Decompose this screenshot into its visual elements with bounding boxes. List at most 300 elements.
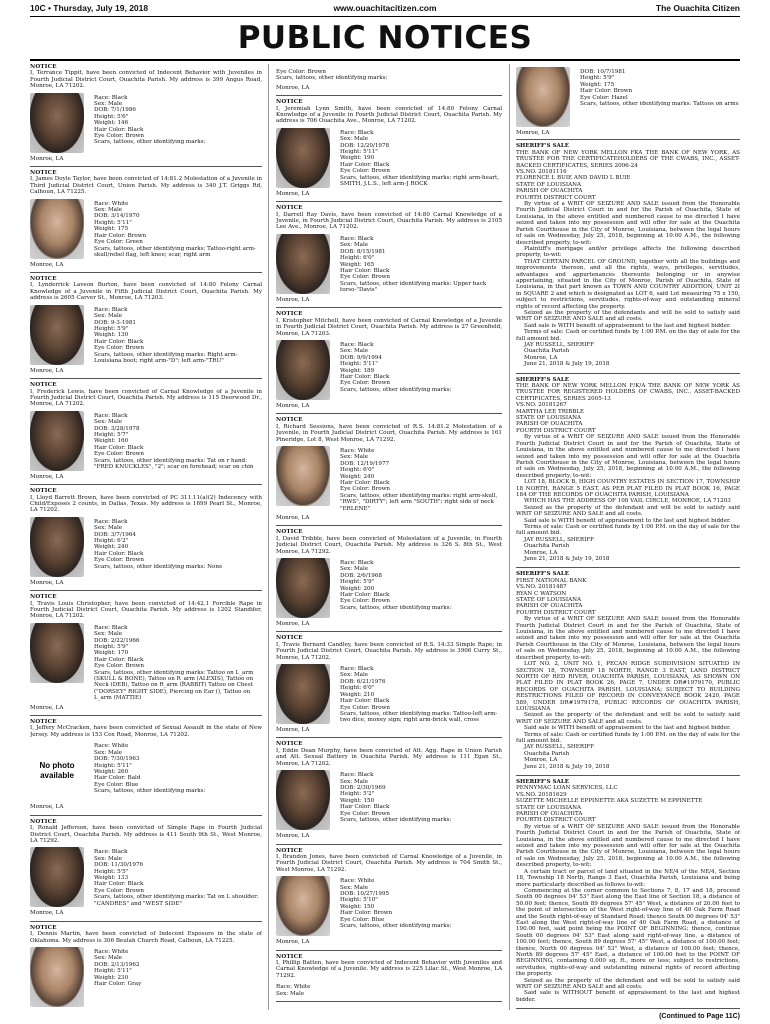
offender-city: Monroe, LA <box>30 579 64 586</box>
stat-line: Weight: 260 <box>94 768 129 775</box>
sheriff-sale <box>516 779 740 1003</box>
page-title: PUBLIC NOTICES <box>237 20 533 56</box>
stat-line: DOB: 3/14/1970 <box>94 213 140 220</box>
notice-separator <box>516 139 740 140</box>
notice-separator <box>30 590 262 591</box>
stat-line: Hair Color: Black <box>340 373 390 380</box>
stat-line: Eye Color: Blue <box>340 916 385 923</box>
sale-caption-line: FIRST NATIONAL BANK <box>516 577 587 584</box>
notice-separator <box>276 413 502 414</box>
offender-city: Monroe, LA <box>276 515 310 521</box>
sale-paragraph: JAY RUSSELL, SHERIFF <box>524 342 595 348</box>
sale-caption-line: STATE OF LOUISIANA <box>516 804 582 811</box>
page-date: 10C • Thursday, July 19, 2018 <box>30 3 149 13</box>
notice-separator <box>30 166 262 167</box>
notice-body: I, James Doyle Taylor, have been convicted of 14:81.2 Molestation of a Juvenile in Third Judicial District Court, Union Parish. My address is 340 J.T. Griggs Rd, Calhoun, LA 71225. <box>30 176 262 196</box>
offender-city: Monroe, LA <box>276 402 310 409</box>
notice-separator <box>516 775 740 776</box>
stat-line: Sex: Male <box>340 672 369 679</box>
notice-separator <box>276 307 502 308</box>
stat-line: Height: 6'0" <box>340 467 375 474</box>
sale-paragraph: Commencing at the corner common to Sections 7, 8, 17 and 18, proceed South 00 degrees 04' 53" East along the East line of Section 18, a distance of 50.00 feet; thence, South 89 degrees 57' 45" West, a distance of 20.00 feet to the point of intersection of the West right-of-way line of 40 Oak Farm Road and the South right-of-way of Standard Road; thence South 00 degrees 04' 53" East along the West right-of-way line of 40 Oak Farm Road, a distance of 190.00 feet, said point being the POINT OF BEGINNING; thence, continue South 00 degrees 04' 53" East along said right-of-way line, a distance of 100.00 feet; thence, South 89 degrees 57' 45" West, a distance of 100.00 feet; thence, North 00 degrees 04' 53" West, a distance of 100.00 feet; thence, North 89 degrees 57' 45" East, a distance of 100.00 feet to the POINT OF BEGINNING, containing 0.000 sq. ft., more or less; subject to restrictions, servitudes, rights-of-way and outstanding mineral rights of record affecting the property. <box>516 887 740 978</box>
sale-caption-line: VS.NO. 20181267 <box>516 402 567 409</box>
sale-caption-line: PARISH OF OUACHITA <box>516 811 583 818</box>
notice-heading: NOTICE <box>276 417 303 424</box>
stat-line: Hair Color: Black <box>94 126 144 133</box>
sale-caption-line: VS.NO. 20181116 <box>516 169 567 176</box>
notice-body: I, Kristopher Mitchell, have been convicted of Carnal Knowledge of a Juvenile in Fourth Judicial District Court, Ouachita Parish. My address is 27 Greenfield, Monroe, LA 71203. <box>276 317 502 337</box>
stat-line: Hair Color: Black <box>340 479 390 486</box>
stat-line: Sex: Male <box>276 990 305 997</box>
stat-line: Weight: 230 <box>94 974 129 981</box>
notice-body: I, Travis Louis Christopher, have been convicted of 14:42.1 Forcible Rape in Fourth Judicial District Court, Ouachita Parish. My address is 1202 Standifer, Monroe, LA 71202. <box>30 600 262 620</box>
offender-notice <box>30 488 262 586</box>
sale-paragraph: Monroe, LA <box>524 757 558 764</box>
column-divider <box>268 64 269 1010</box>
offender-details <box>30 623 262 702</box>
stat-line: Scars, tattoos, other identifying marks: Right arm-Louisiana boot; right arm-"D"; left arm-"TRU" <box>94 351 238 364</box>
notice-heading: NOTICE <box>30 64 57 70</box>
stat-line: DOB: 11/30/1976 <box>94 862 144 869</box>
stat-line: Scars, tattoos, other identifying marks: right arm-skull, "RWS", "DIRTY"; left arm "SOUTH"; right side of neck "ERLENE" <box>340 492 500 512</box>
stat-line: Weight: 150 <box>340 903 375 910</box>
stat-line: Scars, tattoos, other identifying marks: Tattoo-left arm- two dice, money sign; right arm-brick wall, cross <box>340 710 500 724</box>
mugshot-photo <box>30 947 84 1007</box>
offender-city: Monroe, LA <box>276 939 310 946</box>
sale-caption-line: STATE OF LOUISIANA <box>516 181 582 188</box>
stat-line: Eye Color: Brown <box>340 274 391 281</box>
offender-notice <box>30 170 262 268</box>
offender-notice <box>30 276 262 374</box>
offender-city: Monroe, LA <box>30 910 64 917</box>
notice-body: I, Terrance Tippit, have been convicted of Indecent Behavior with Juveniles in Fourth Judicial District Court, Ouachita Parish. My address is 399 Angus Road, Monroe, LA 71202. <box>30 70 262 90</box>
stat-line: Scars, tattoos, other identifying marks: <box>340 386 452 393</box>
stat-line: Race: Black <box>340 341 374 348</box>
stat-line: DOB: 3/7/1964 <box>94 531 136 538</box>
offender-stats <box>94 517 262 577</box>
stat-line: Sex: Male <box>340 242 369 249</box>
sale-paragraph: Ouachita Parish <box>524 543 570 550</box>
stat-line: DOB: 7/1/1986 <box>94 107 136 114</box>
mugshot-photo <box>276 558 330 618</box>
notice-heading: NOTICE <box>30 719 57 726</box>
mugshot-photo <box>276 770 330 830</box>
stat-line: Weight: 165 <box>340 261 375 268</box>
sale-paragraph: By virtue of a WRIT OF SEIZURE AND SALE issued from the Honorable Fourth Judicial District Court in and for the Parish of Ouachita, State of Louisiana, in the above entitled and numbered cause to me directed I have seized and taken into my possession and will offer for sale at the Ouachita Parish Courthouse in the City of Monroe, Louisiana, between the legal hours of sale on Wednesday, July 25, 2018, beginning at 10:00 A.M., the following described property, to-wit: <box>516 434 740 479</box>
sale-paragraph: Said sale is WITH benefit of appraisement to the last and highest bidder. <box>524 517 731 524</box>
stat-line: Height: 5'5" <box>94 868 129 875</box>
offender-stats <box>276 982 502 997</box>
sale-paragraph: June 21, 2018 & July 19, 2018 <box>524 361 610 368</box>
stat-line: Race: White <box>94 948 129 955</box>
stat-line: Sex: Male <box>94 207 123 214</box>
offender-city: Monroe, LA <box>30 155 64 162</box>
notice-separator <box>30 378 262 379</box>
offender-notice <box>276 67 502 91</box>
notice-separator <box>276 950 502 951</box>
notice-heading: NOTICE <box>276 635 303 642</box>
offender-stats <box>340 128 502 188</box>
notice-body: I, Frederick Lewis, have been convicted of Carnal Knowledge of a Juvenile in Fourth Judicial District Court, Ouachita Parish. My address is 115 Deerwood Dr., Monroe, LA 71202. <box>30 388 262 408</box>
stat-line: Sex: Male <box>94 419 123 426</box>
offender-details <box>30 741 262 801</box>
stat-line: DOB: 10/7/1981 <box>580 69 626 75</box>
sheriff-sale <box>516 571 740 770</box>
stat-line: Scars, tattoos, other identifying marks: Tattoo on L_arm (SKULL & BONE), Tattoo on R_arm (ALEXIS), Tattoo on Neck (DEB), Tattoo on R_arm (RABBIT) Tattoo on Chest ("DORSEY" RIGHT SIDE), Piercing on Ear (), Tattoo on L_arm (MATTIE) <box>94 669 256 702</box>
offender-details <box>276 558 502 618</box>
page-header <box>30 3 740 17</box>
offender-details <box>30 93 262 153</box>
offender-stats <box>340 340 502 400</box>
offender-details <box>276 876 502 936</box>
notice-heading: NOTICE <box>276 847 303 854</box>
stat-line: DOB: 9-3-1981 <box>94 319 136 326</box>
mugshot-photo <box>276 664 330 724</box>
offender-stats <box>94 847 262 907</box>
stat-line: Scars, tattoos, other identifying marks: <box>94 139 206 146</box>
mugshot-photo <box>30 93 84 153</box>
stat-line: Sex: Male <box>94 749 123 756</box>
sale-caption-line: THE BANK OF NEW YORK MELLON F/K/A THE BANK OF NEW YORK AS TRUSTEE FOR REGISTERED HOLDERS OF CWABS, INC., ASSET-BACKED CERTIFICATES, SERIES 2005-13 <box>516 383 740 402</box>
stat-line: Height: 5'10" <box>340 897 378 904</box>
offender-notice <box>516 67 740 127</box>
stat-line: DOB: 8/15/1981 <box>340 248 386 255</box>
stat-line: Hair Color: Brown <box>580 88 633 95</box>
stat-line: Sex: Male <box>340 566 369 573</box>
offender-city: Monroe, LA <box>276 621 310 628</box>
offender-city: Monroe, LA <box>276 727 310 734</box>
offender-details <box>276 664 502 724</box>
sale-caption-line: FOURTH DISTRICT COURT <box>516 194 596 201</box>
stat-line: Race: Black <box>94 518 128 525</box>
stat-line: Eye Color: Brown <box>94 345 145 352</box>
stat-line: Weight: 130 <box>94 332 129 339</box>
offender-city: Monroe, LA <box>30 261 64 268</box>
column-sheriff-sales <box>516 64 740 1010</box>
sale-paragraph: Ouachita Parish <box>524 348 570 355</box>
offender-notice <box>276 417 502 521</box>
stat-line: Hair Color: Black <box>94 881 144 888</box>
sale-paragraph: WHICH HAS THE ADDRESS OF 108 VAIL CIRCLE, MONROE, LA 71203 <box>524 498 731 505</box>
offender-city: Monroe, LA <box>30 473 64 480</box>
stat-line: Weight: 175 <box>580 81 615 88</box>
offender-details <box>276 982 502 997</box>
offender-notice <box>276 635 502 733</box>
notice-body: I, Travis Bernard Candley, have been convicted of R.S. 14:33 Simple Rape; in Fourth Judicial District Court, Ouachita Parish. My address is 3906 Curry St., Monroe, LA 71202. <box>276 641 502 661</box>
offender-city: Monroe, LA <box>516 130 550 136</box>
stat-line: Scars, tattoos, other identifying marks: Tattoo-right arm-skull/rebel flag, left knee; scar, right arm <box>94 245 256 258</box>
sale-paragraph: Terms of sale: Cash or certified funds by 1:00 P.M. on the day of sale for the full amount bid. <box>516 523 740 537</box>
sale-paragraph: Said sale is WITHOUT benefit of appraisement to the last and highest bidder. <box>516 990 740 1003</box>
stat-line: Height: 5'9" <box>580 75 615 82</box>
stat-line: Weight: 240 <box>94 544 129 551</box>
sheriff-sale <box>516 377 740 563</box>
stat-line: Eye Color: Brown <box>94 557 145 564</box>
offender-stats <box>94 305 262 365</box>
offender-stats <box>94 199 262 259</box>
sale-caption-line: FOURTH DISTRICT COURT <box>516 609 596 616</box>
sale-paragraph: Monroe, LA <box>524 549 558 556</box>
stat-line: Weight: 133 <box>94 874 129 881</box>
offender-notice <box>30 819 262 917</box>
offender-city: Monroe, LA <box>276 84 310 91</box>
offender-stats <box>340 234 502 294</box>
offender-notice <box>30 64 262 162</box>
stat-line: Race: Black <box>340 772 374 779</box>
stat-line: Race: White <box>340 447 375 454</box>
stat-line: Eye Color: Brown <box>276 69 327 75</box>
stat-line: Hair Color: Black <box>94 338 144 345</box>
sale-paragraph: Terms of sale: Cash or certified funds by 1:00 P.M. on the day of sale for the full amount bid. <box>516 329 740 342</box>
stat-line: Eye Color: Brown <box>340 380 391 387</box>
sale-caption-line: SUZETTE MICHELLE EPPINETTE AKA SUZETTE M EPPINETTE <box>516 798 703 805</box>
stat-line: Race: Black <box>94 306 128 313</box>
stat-line: Race: White <box>340 878 375 885</box>
sheriff-sale <box>516 143 740 367</box>
sale-paragraph: By virtue of a WRIT OF SEIZURE AND SALE issued from the Honorable Fourth Judicial District Court in and for the Parish of Ouachita, State of Louisiana, in the above entitled and numbered cause to me directed I have seized and taken into my possession and will offer for sale at the Ouachita Parish Courthouse in the City of Monroe, Louisiana, between the legal hours of sale on Wednesday, July 25, 2018, beginning at 10:00 A.M., the following described property, to-wit: <box>516 616 740 661</box>
notice-heading: NOTICE <box>30 382 57 389</box>
sale-paragraph: Seized as the property of the defendant and will be sold to satisfy said WRIT OF SEIZURE AND SALE and all costs. <box>516 712 740 725</box>
stat-line: Scars, tattoos, other identifying marks: Tat on L shoulder: "CANDRES" and "WEST SIDE" <box>94 894 261 907</box>
stat-line: Weight: 200 <box>340 585 375 592</box>
offender-details <box>276 128 502 188</box>
stat-line: Eye Color: Brown <box>94 451 145 458</box>
notice-separator <box>276 95 502 96</box>
offender-city: Monroe, LA <box>30 704 64 711</box>
sale-paragraph: LOT NO. 2, UNIT NO. 1, PECAN RIDGE SUBDIVISION SITUATED IN SECTION 18, TOWNSHIP 18 NORTH, RANGE 3 EAST, LAND DISTRICT NORTH OF RED RIVER, OUACHITA PARISH, LOUISIANA, AS SHOWN ON PLAT FILED IN PLAT BOOK 26, PAGE 7, UNDER DR#1979170, PUBLIC RECORDS OF OUACHITA PARISH, LOUISIANA; SUBJECT TO BUILDING RESTRICTIONS FILED OF RECORD IN CONVEYANCE BOOK 2420, PAGE 589, UNDER DR#1979178, PUBLIC RECORDS OF OUACHITA PARISH, LOUISIANA <box>516 661 740 712</box>
stat-line: Race: Black <box>94 849 128 856</box>
sale-paragraph: By virtue of a WRIT OF SEIZURE AND SALE issued from the Honorable Fourth Judicial District Court in and for the Parish of Ouachita, State of Louisiana, in the above entitled and numbered cause to me directed I have seized and taken into my possession and will offer for sale at the Ouachita Parish Courthouse in the City of Monroe, Louisiana, between the legal hours of sale on Wednesday, July 25, 2018, beginning at 10:00 A.M., the following described property, to-wit: <box>516 823 740 869</box>
notice-heading: NOTICE <box>30 170 57 177</box>
offender-details <box>30 517 262 577</box>
offender-details <box>276 340 502 400</box>
sale-caption-line: FOURTH DISTRICT COURT <box>516 817 596 824</box>
stat-line: Height: 5'9" <box>94 644 129 650</box>
notice-body: I, Dennis Martin, have been convicted of Indecent Exposure in the state of Oklahoma. My address is 306 Beulah Church Road, Calhoun, LA 71225. <box>30 931 262 944</box>
notice-separator <box>30 272 262 273</box>
stat-line: Race: Black <box>340 129 374 136</box>
stat-line: Hair Color: Black <box>94 656 144 663</box>
sale-paragraph: Said sale is WITH benefit of appraisement to the last and highest bidder. <box>524 322 731 329</box>
stat-line: Height: 5'11" <box>340 361 378 368</box>
notice-separator <box>30 715 262 716</box>
notice-separator <box>516 1008 740 1009</box>
stat-line: Race: Black <box>94 94 128 101</box>
sale-paragraph: JAY RUSSELL, SHERIFF <box>524 744 595 751</box>
stat-line: Eye Color: Brown <box>94 887 145 894</box>
offender-city: Monroe, LA <box>30 804 64 811</box>
offender-notice <box>276 954 502 997</box>
stat-line: DOB: 2/6/1968 <box>340 572 382 579</box>
offender-notice <box>276 205 502 303</box>
notice-heading: NOTICE <box>30 818 57 825</box>
stat-line: Height: 5'2" <box>340 791 375 798</box>
stat-line: Weight: 189 <box>340 367 375 374</box>
sale-paragraph: Seized as the property of the defendant and will be sold to satisfy said WRIT OF SEIZURE AND SALE and all costs. <box>516 977 740 990</box>
stat-line: Scars, tattoos, other identifying marks: Upper back torso-"Davis" <box>340 280 489 294</box>
stat-line: Hair Color: Black <box>94 550 144 557</box>
stat-line: Sex: Male <box>340 454 369 461</box>
sale-paragraph: Monroe, LA <box>524 354 558 361</box>
sheriff-sales-list <box>516 143 740 1009</box>
stat-line: Eye Color: Green <box>94 239 143 246</box>
stat-line: Height: 6'2" <box>94 537 129 544</box>
stat-line: Race: Black <box>340 235 374 242</box>
mugshot-photo <box>516 67 570 127</box>
sale-paragraph: Terms of sale: Cash or certified funds by 1:00 P.M. on the day of sale for the full amount bid. <box>516 731 740 744</box>
notice-heading: NOTICE <box>276 741 303 748</box>
stat-line: Sex: Male <box>94 525 123 532</box>
stat-line: DOB: 2/13/1962 <box>94 961 140 968</box>
mugshot-photo <box>30 199 84 259</box>
stat-line: Race: White <box>94 200 129 207</box>
sale-paragraph: June 21, 2018 & July 19, 2018 <box>524 763 610 770</box>
offender-notice <box>30 719 262 811</box>
offender-details <box>276 67 502 82</box>
stat-line: DOB: 12/20/1978 <box>340 142 390 149</box>
notice-heading: NOTICE <box>30 276 57 283</box>
notice-separator <box>516 567 740 568</box>
offender-details <box>30 411 262 471</box>
notice-body: I, Eddie Dean Murphy, have been convicted of Att. Agg. Rape in Union Parish and Att. Sexual Battery in Ouachita Parish. My address is 111 Egan St., Monroe, LA 71202. <box>276 747 502 767</box>
offender-city: Monroe, LA <box>276 833 310 840</box>
sale-paragraph: LOT 18, BLOCK B, HIGH COUNTRY ESTATES IN SECTION 17, TOWNSHIP 18 NORTH, RANGE 5 EAST, AS PER PLAT FILED IN PLAT BOOK 16, PAGE 184 OF THE RECORDS OF OUACHITA PARISH, LOUISIANA <box>516 479 740 498</box>
stat-line: Eye Color: Brown <box>340 486 391 493</box>
stat-line: Sex: Male <box>94 955 123 962</box>
notice-heading: NOTICE <box>276 311 303 318</box>
notice-separator <box>276 525 502 526</box>
sale-caption-line: FOURTH DISTRICT COURT <box>516 427 596 434</box>
stat-line: Height: 5'11" <box>340 149 378 156</box>
stat-line: Hair Color: Black <box>340 804 390 811</box>
mugshot-photo <box>30 305 84 365</box>
stat-line: Weight: 210 <box>340 691 375 698</box>
offender-stats <box>94 741 262 801</box>
stat-line: Weight: 170 <box>94 650 129 657</box>
notice-body: I, Ronald Jefferson, have been convicted of Simple Rape in Fourth Judicial District Court, Ouachita Parish. My address is 411 South 9th St., West Monroe, LA 71292. <box>30 825 262 844</box>
stat-line: Height: 5'6" <box>94 113 129 120</box>
offender-stats <box>340 558 502 618</box>
sale-paragraph: A certain tract or parcel of land situated in the NE/4 of the NE/4, Section 18, Township 18 North, Range 3 East, Ouachita Parish, Louisiana and being more particularly described as follows to-wit: <box>516 868 740 888</box>
stat-line: Hair Color: Black <box>340 592 390 599</box>
notice-body: I, Phillip Batten, have been convicted of Indecent Behavior with Juveniles and Carnal Knowledge of a Juvenile. My address is 225 Lilac St., West Monroe, LA 71292. <box>276 959 502 979</box>
stat-line: Height: 6'0" <box>340 255 375 262</box>
stat-line: Hair Color: Brown <box>340 910 393 917</box>
offender-stats <box>94 623 262 702</box>
site-url[interactable]: www.ouachitacitizen.com <box>333 3 437 13</box>
offender-stats <box>276 67 502 82</box>
sale-caption-line: SHERIFF'S SALE <box>516 571 570 578</box>
sale-caption-line: SHERIFF'S SALE <box>516 143 570 150</box>
offender-stats <box>340 876 502 936</box>
offender-details <box>30 199 262 259</box>
stat-line: Scars, tattoos, other identifying marks: Tattoos on arms <box>580 101 739 108</box>
mugshot-photo <box>276 876 330 936</box>
notice-heading: NOTICE <box>276 529 303 536</box>
notice-body: I, Brandon Jones, have been convicted of Carnal Knowledge of a Juvenile, in Fourth Judicial District Court, Ouachita Parish. My address is 704 Smith St., West Monroe, LA 71292. <box>276 853 502 873</box>
notice-separator <box>276 1001 502 1002</box>
sale-paragraph: Plaintiff's mortgage and/or privilege affects the following described property, to-wit: <box>516 245 740 259</box>
sale-caption-line: PARISH OF OUACHITA <box>516 603 583 610</box>
offender-notice <box>30 382 262 480</box>
offender-city: Monroe, LA <box>276 296 310 303</box>
stat-line: Race: Black <box>94 412 128 419</box>
stat-line: Eye Color: Hazel <box>580 94 628 101</box>
stat-line: Sex: Male <box>340 884 369 891</box>
stat-line: Sex: Male <box>340 778 369 785</box>
offender-notice <box>276 311 502 409</box>
offender-stats <box>94 411 262 471</box>
offender-details <box>276 446 502 512</box>
notice-heading: NOTICE <box>30 594 57 601</box>
notice-heading: NOTICE <box>30 488 57 495</box>
offender-details <box>276 234 502 294</box>
stat-line: Hair Color: Bald <box>94 775 141 782</box>
sale-caption-line: SHERIFF'S SALE <box>516 779 570 785</box>
notice-body: I, Jeffery McCracken, have been convicted of Sexual Assault in the state of New Jersey. My address is 153 Cox Road, Monroe, LA 71202. <box>30 725 262 738</box>
stat-line: Scars, tattoos, other identifying marks: <box>340 922 452 929</box>
notice-body: I, Jeremiah Lynn Smith, have been convicted of 14:80 Felony Carnal Knowledge of a Juvenile in Fourth Judicial District Court, Ouachita Parish. My address is 706 Ouachita Ave., Monroe, LA 71202. <box>276 105 502 125</box>
stat-line: Scars, tattoos, other identifying marks: <box>340 816 452 823</box>
notice-body: I, Lynderrick Laveon Burton, have been convicted of 14:80 Felony Carnal Knowledge of a Juvenile in Fifth Judicial District Court, Ouachita Parish. My address is 2605 Carver St., Monroe, LA 71203. <box>30 282 262 302</box>
offender-city: Monroe, LA <box>276 190 310 197</box>
stat-line: Hair Color: Black <box>340 267 390 274</box>
notice-body: I, Lloyd Barrett Brown, have been convicted of PC 311.11(a)(2) Indecency with Child/Exposes 2 counts, in Dallas, Texas. My address is 1699 Pearl St., Monroe, LA 71202. <box>30 494 262 514</box>
stat-line: Hair Color: Black <box>340 161 390 168</box>
sale-caption-line: FLORENCE L BUIE AND DAVID L BUIE <box>516 175 631 182</box>
notice-body: I, Darrell Ray Davis, have been convicted of 14:80 Carnal Knowledge of a Juvenile, in Fourth Judicial District Court, Ouachita Parish. My address is 2105 Lee Ave., Monroe, LA 71202. <box>276 211 502 231</box>
offender-city: Monroe, LA <box>30 367 64 374</box>
notice-separator <box>516 373 740 374</box>
stat-line: Scars, tattoos, other identifying marks: None <box>94 563 223 570</box>
notice-separator <box>30 921 262 922</box>
mugshot-photo <box>276 340 330 400</box>
stat-line: Race: White <box>276 984 311 991</box>
offender-notice <box>276 741 502 839</box>
offender-details <box>30 847 262 907</box>
notice-body: I, Richard Sessions, have been convicted of R.S. 14:81.2 Molestation of a Juvenile, in Fourth Judicial District Court, Ouachita Parish. My address is 161 Pineridge, Lot 8, West Monroe, LA 71292. <box>276 423 502 443</box>
sale-paragraph: By virtue of a WRIT OF SEIZURE AND SALE issued from the Honorable Fourth Judicial District Court in and for the Parish of Ouachita, State of Louisiana, in the above entitled and numbered cause to me directed I have seized and taken into my possession and will offer for sale at the Ouachita Parish Courthouse in the City of Monroe, Louisiana, between the legal hours of sale on Wednesday, July 25, 2018, beginning at 10:00 A.M., the following described property, to-wit: <box>516 201 740 246</box>
mugshot-photo <box>30 623 84 683</box>
stat-line: Height: 6'0" <box>340 685 375 692</box>
stat-line: Height: 5'7" <box>94 431 129 438</box>
sale-caption-line: MARTHA LEE TRIBBLE <box>516 408 585 415</box>
publication-name: The Ouachita Citizen <box>655 3 740 13</box>
header-rule <box>30 16 740 17</box>
stat-line: Scars, tattoos, other identifying marks: <box>94 788 206 795</box>
sale-caption-line: RYAN C WATSON <box>516 590 567 597</box>
title-rule <box>30 59 740 61</box>
notice-separator <box>276 844 502 845</box>
stat-line: Race: Black <box>340 666 374 673</box>
stat-line: DOB: 2/30/1969 <box>340 784 386 791</box>
notice-heading: NOTICE <box>276 953 303 960</box>
sale-caption-line: PARISH OF OUACHITA <box>516 188 583 195</box>
stat-line: Weight: 190 <box>340 155 375 162</box>
stat-line: Weight: 150 <box>340 797 375 804</box>
stat-line: Scars, tattoos, other identifying marks: right arm-heart, SMITH, J.L.S., left arm-J ROCK <box>340 174 501 188</box>
sale-paragraph: Said sale is WITH benefit of appraisement to the last and highest bidder. <box>524 725 731 732</box>
notice-separator <box>276 201 502 202</box>
stat-line: DOB: 7/30/1963 <box>94 756 140 763</box>
stat-line: Hair Color: Gray <box>94 980 142 987</box>
continued-label: (Continued to Page 11C) <box>659 1013 740 1020</box>
mugshot-photo <box>30 847 84 907</box>
stat-line: Height: 5'11" <box>94 762 132 769</box>
offender-notice <box>276 529 502 627</box>
stat-line: Sex: Male <box>340 348 369 355</box>
offender-stats <box>94 947 262 1007</box>
